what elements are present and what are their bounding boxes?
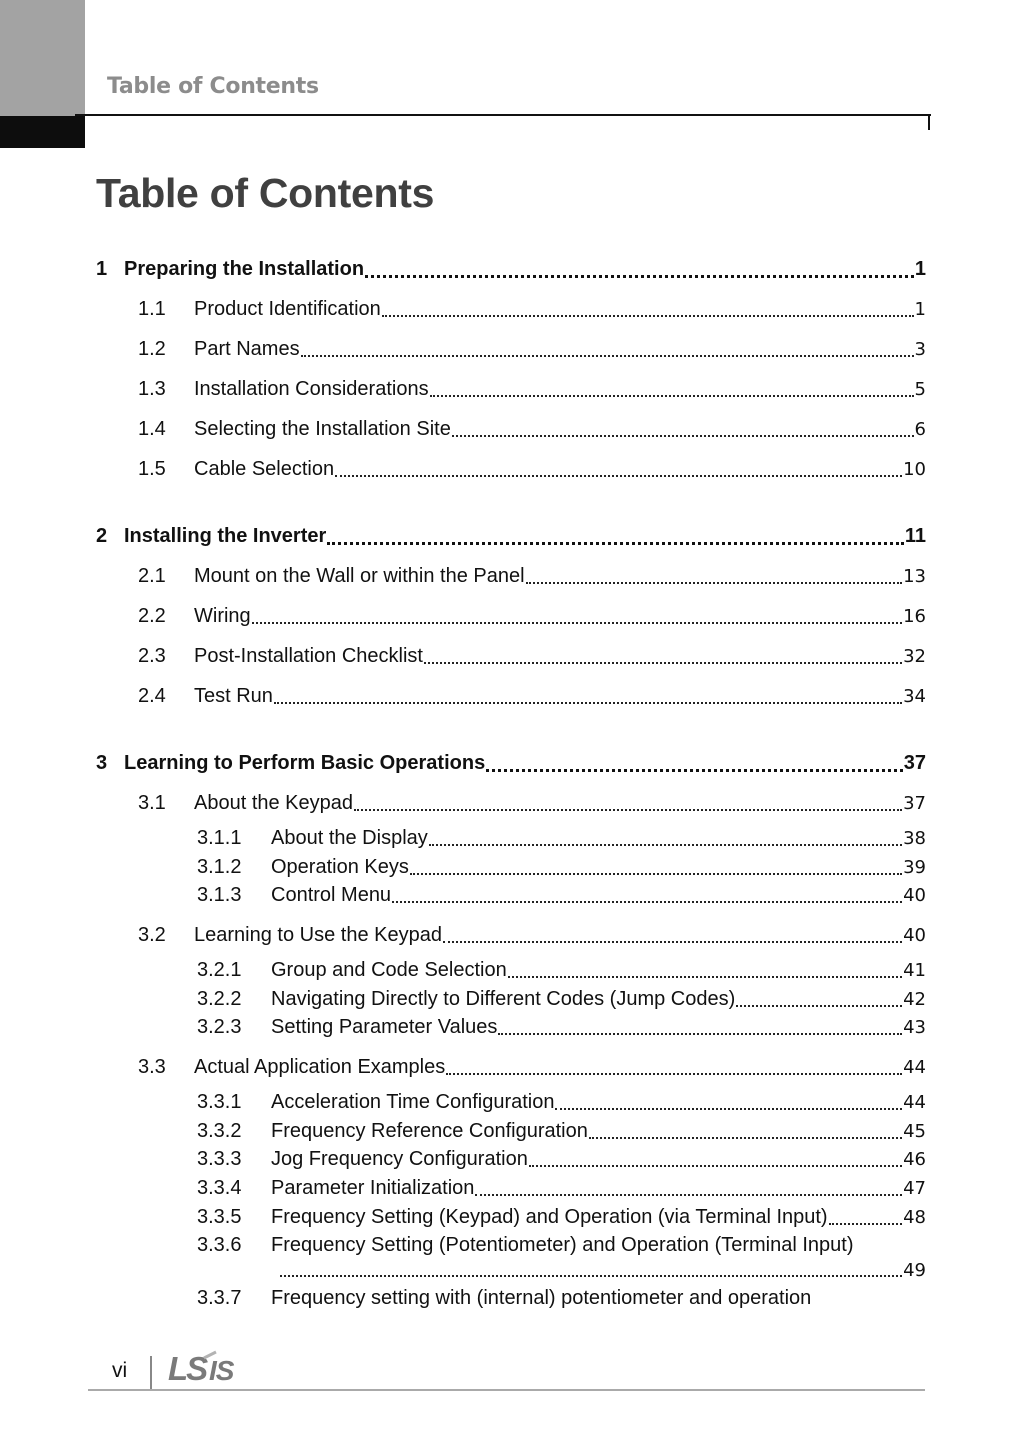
toc-entry-number: 1.3 (138, 378, 166, 400)
dot-leader (280, 1275, 902, 1277)
toc-entry-number: 3.2.2 (197, 988, 242, 1010)
toc-entry-number: 3.3 (138, 1056, 166, 1078)
toc-entry-title: Part Names (194, 338, 300, 360)
toc-entry-page: 6 (914, 419, 926, 440)
toc-entry-title: Installing the Inverter (124, 525, 327, 547)
toc-entry-3-1-1[interactable] (197, 827, 926, 850)
dot-leader (589, 1137, 902, 1139)
dot-leader (443, 941, 902, 943)
toc-entry-title: Product Identification (194, 298, 381, 320)
toc-entry-title: Selecting the Installation Site (194, 418, 451, 440)
toc-entry-1-1[interactable] (138, 298, 926, 321)
dot-leader (430, 395, 914, 397)
toc-entry-page: 42 (903, 989, 926, 1010)
footer-separator (150, 1356, 152, 1390)
toc-entry-page: 38 (903, 828, 926, 849)
toc-entry-number: 1.1 (138, 298, 166, 320)
toc-entry-1-3[interactable] (138, 378, 926, 401)
toc-entry-3-2[interactable] (138, 924, 926, 947)
toc-entry-page: 48 (903, 1207, 926, 1228)
toc-entry-page: 1 (914, 299, 926, 320)
toc-entry-3-3-1[interactable] (197, 1091, 926, 1114)
toc-entry-number: 3.1.2 (197, 856, 242, 878)
toc-entry-2-3[interactable] (138, 645, 926, 668)
toc-entry-page: 3 (914, 339, 926, 360)
toc-entry-title: Frequency Setting (Keypad) and Operation (via Terminal Input) (271, 1206, 828, 1228)
toc-entry-3-1[interactable] (138, 792, 926, 815)
toc-entry-number: 1.4 (138, 418, 166, 440)
toc-entry-1-5[interactable] (138, 458, 926, 481)
toc-entry-page: 1 (914, 258, 926, 280)
toc-entry-page: 39 (903, 857, 926, 878)
dot-leader (382, 315, 914, 317)
toc-entry-title: Post-Installation Checklist (194, 645, 423, 667)
running-header: Table of Contents (107, 74, 319, 99)
toc-entry-page: 10 (903, 459, 926, 480)
dot-leader (429, 844, 902, 846)
toc-entry-number: 3.3.1 (197, 1091, 242, 1113)
toc-entry-page: 37 (903, 752, 926, 774)
toc-entry-number: 2.3 (138, 645, 166, 667)
toc-entry-1-2[interactable] (138, 338, 926, 361)
dot-leader (555, 1108, 902, 1110)
toc-entry-3[interactable] (96, 752, 926, 775)
dot-leader (365, 275, 914, 278)
toc-entry-3-1-3[interactable] (197, 884, 926, 907)
toc-entry-page: 45 (903, 1121, 926, 1142)
svg-text:LS: LS (168, 1350, 207, 1386)
toc-entry-title: Preparing the Installation (124, 258, 365, 280)
dot-leader (446, 1073, 902, 1075)
toc-entry-title: Navigating Directly to Different Codes (Jump Codes) (271, 988, 736, 1010)
toc-entry-number: 3.1 (138, 792, 166, 814)
toc-entry-page: 40 (903, 885, 926, 906)
toc-entry-title: About the Display (271, 827, 428, 849)
toc-entry-number: 2.4 (138, 685, 166, 707)
toc-entry-3-3-6[interactable] (197, 1234, 926, 1257)
toc-entry-title: Actual Application Examples (194, 1056, 446, 1078)
dot-leader (410, 873, 902, 875)
toc-entry-title: Learning to Use the Keypad (194, 924, 442, 946)
toc-entry-number: 3 (96, 752, 108, 774)
toc-entry-1[interactable] (96, 258, 926, 281)
toc-entry-number: 3.1.3 (197, 884, 242, 906)
toc-entry-page: 46 (903, 1149, 926, 1170)
dot-leader (327, 542, 904, 545)
dot-leader (424, 662, 902, 664)
toc-entry-number: 2.2 (138, 605, 166, 627)
toc-entry-3-1-2[interactable] (197, 856, 926, 879)
toc-entry-title: Mount on the Wall or within the Panel (194, 565, 525, 587)
toc-entry-number: 3.3.2 (197, 1120, 242, 1142)
dot-leader (508, 976, 902, 978)
toc-entry-number: 1.2 (138, 338, 166, 360)
svg-text:IS: IS (209, 1355, 234, 1386)
dot-leader (274, 702, 902, 704)
toc-entry-number: 3.2.1 (197, 959, 242, 981)
ls-is-logo (166, 1350, 256, 1386)
toc-entry-number: 3.1.1 (197, 827, 242, 849)
toc-entry-3-2-2[interactable] (197, 988, 926, 1011)
toc-entry-number: 1.5 (138, 458, 166, 480)
toc-entry-page: 44 (903, 1092, 926, 1113)
dot-leader (829, 1223, 903, 1225)
toc-entry-title: Group and Code Selection (271, 959, 507, 981)
dot-leader (335, 475, 902, 477)
toc-entry-number: 1 (96, 258, 108, 280)
toc-entry-number: 3.3.4 (197, 1177, 242, 1199)
toc-entry-number: 3.2.3 (197, 1016, 242, 1038)
toc-entry-title: Jog Frequency Configuration (271, 1148, 528, 1170)
toc-entry-3-3-3[interactable] (197, 1148, 926, 1171)
toc-entry-number: 2 (96, 525, 108, 547)
toc-entry-page: 16 (903, 606, 926, 627)
toc-entry-number: 2.1 (138, 565, 166, 587)
toc-entry-title: Operation Keys (271, 856, 409, 878)
dot-leader (475, 1194, 902, 1196)
dot-leader (452, 435, 914, 437)
toc-entry-title: Wiring (194, 605, 251, 627)
footer-rule (88, 1389, 925, 1391)
toc-entry-title: Learning to Perform Basic Operations (124, 752, 486, 774)
toc-entry-2-2[interactable] (138, 605, 926, 628)
dot-leader (529, 1165, 902, 1167)
toc-entry-1-4[interactable] (138, 418, 926, 441)
toc-entry-3-3[interactable] (138, 1056, 926, 1079)
page-number: vi (112, 1359, 128, 1382)
toc-entry-2-4[interactable] (138, 685, 926, 708)
dot-leader (392, 901, 902, 903)
toc-entry-title: Cable Selection (194, 458, 335, 480)
toc-entry-page: 49 (903, 1260, 926, 1281)
toc-entry-3-3-5[interactable] (197, 1206, 926, 1229)
toc-entry-number: 3.3.5 (197, 1206, 242, 1228)
toc-entry-page: 11 (904, 525, 926, 547)
toc-entry-page: 34 (903, 686, 926, 707)
toc-entry-title: Installation Considerations (194, 378, 429, 400)
toc-entry-title: Control Menu (271, 884, 392, 906)
toc-entry-title: About the Keypad (194, 792, 354, 814)
toc-entry-page: 41 (903, 960, 926, 981)
toc-entry-page: 37 (903, 793, 926, 814)
toc-entry-title: Acceleration Time Configuration (271, 1091, 555, 1113)
toc-entry-title: Test Run (194, 685, 273, 707)
page-title: Table of Contents (96, 170, 435, 216)
toc-entry-3-3-4[interactable] (197, 1177, 926, 1200)
toc-entry-page: 44 (903, 1057, 926, 1078)
toc-entry-title: Frequency Setting (Potentiometer) and Operation (Terminal Input) (271, 1234, 854, 1256)
toc-entry-number: 3.3.3 (197, 1148, 242, 1170)
toc-entry-2[interactable] (96, 525, 926, 548)
dot-leader (486, 769, 903, 772)
dot-leader (498, 1033, 902, 1035)
toc-entry-title: Frequency Reference Configuration (271, 1120, 588, 1142)
dot-leader (301, 355, 914, 357)
toc-entry-page: 32 (903, 646, 926, 667)
toc-entry-number: 3.3.7 (197, 1287, 242, 1309)
toc-entry-number: 3.2 (138, 924, 166, 946)
toc-entry-page: 40 (903, 925, 926, 946)
toc-entry-page: 47 (903, 1178, 926, 1199)
toc-entry-page: 13 (903, 566, 926, 587)
toc-entry-2-1[interactable] (138, 565, 926, 588)
toc-entry-title: Parameter Initialization (271, 1177, 475, 1199)
toc-entry-page: 43 (903, 1017, 926, 1038)
toc-entry-page: 5 (914, 379, 926, 400)
toc-entry-3-3-2[interactable] (197, 1120, 926, 1143)
toc-entry-title: Frequency setting with (internal) potentiometer and operation (271, 1287, 812, 1309)
toc-entry-number: 3.3.6 (197, 1234, 242, 1256)
toc-entry-3-2-1[interactable] (197, 959, 926, 982)
dot-leader (736, 1005, 902, 1007)
toc-entry-3-3-7[interactable] (197, 1287, 926, 1310)
toc-entry-continuation (280, 1260, 926, 1281)
dot-leader (252, 622, 902, 624)
dot-leader (354, 809, 902, 811)
dot-leader (526, 582, 903, 584)
toc-entry-title: Setting Parameter Values (271, 1016, 498, 1038)
toc-entry-3-2-3[interactable] (197, 1016, 926, 1039)
